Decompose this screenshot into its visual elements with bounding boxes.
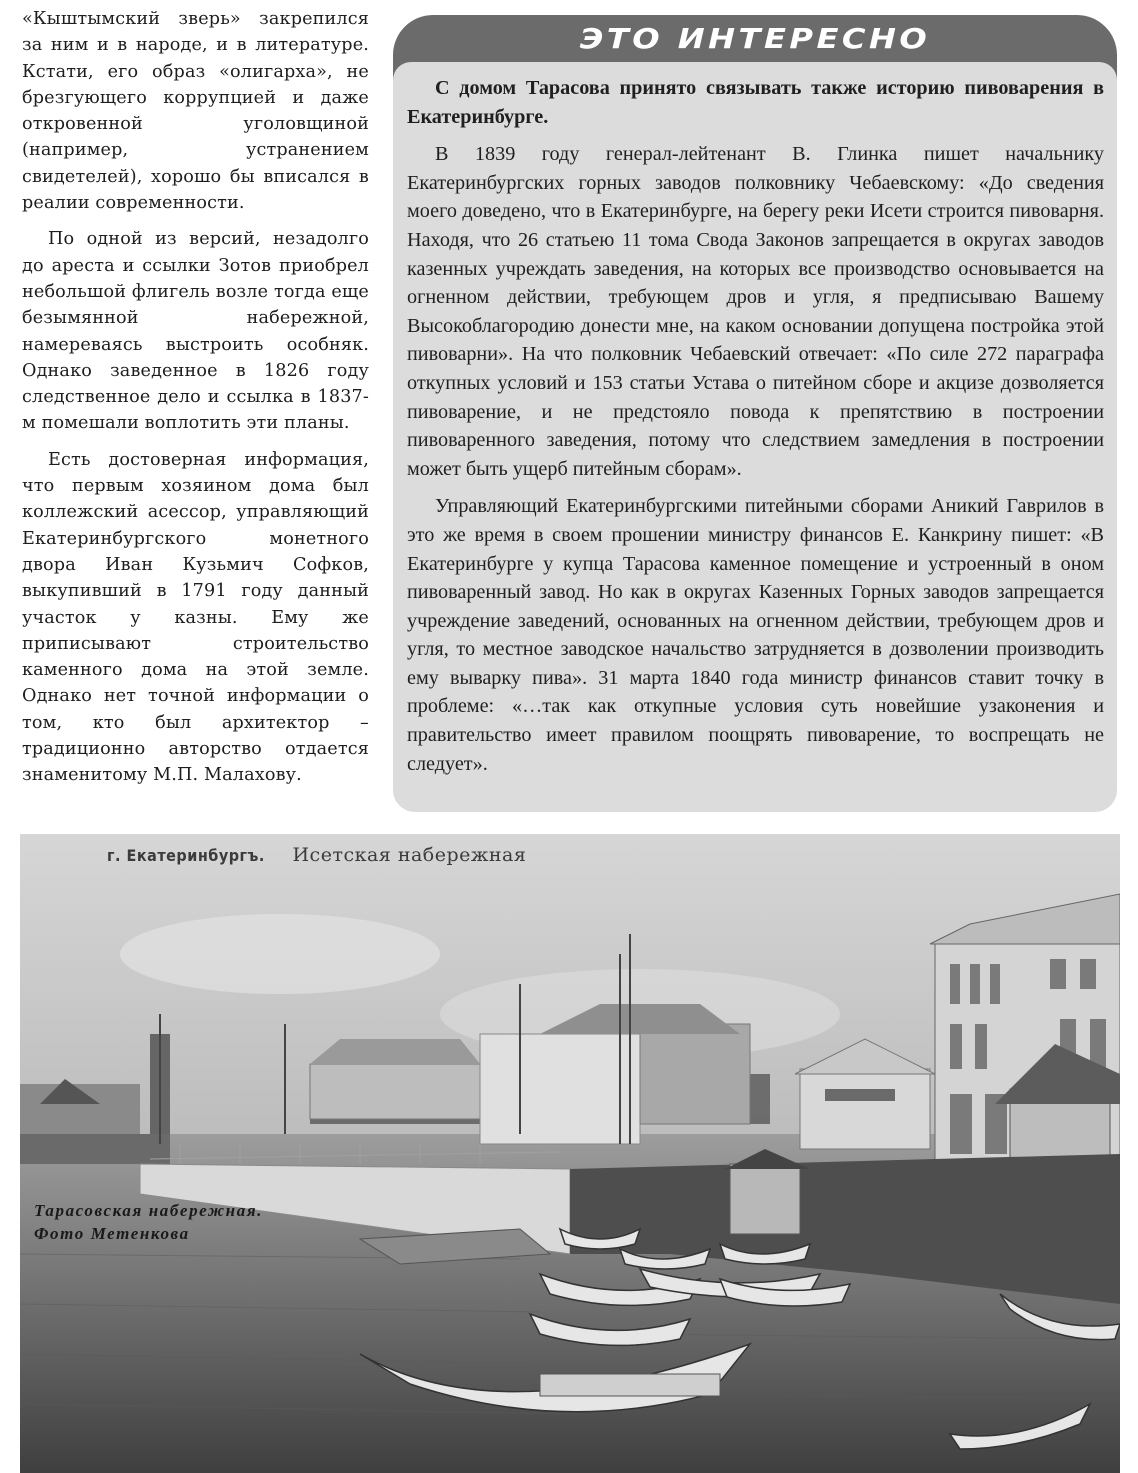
paragraph: По одной из версий, незадолго до ареста и ссылки Зотов приобрел небольшой флигель возле тогда еще безымянной набережной, намереваясь выстроить особняк. Однако заведенное в 1826 году следственное дело и ссылка в 1837-м помешали воплотить эти планы. xyxy=(22,229,369,434)
embankment-photo-illustration xyxy=(20,834,1120,1473)
paragraph: «Кыштымский зверь» закрепился за ним и в народе, и в литературе. Кстати, его образ «олигарха», не брезгующего коррупцией и даже откровенной уголовщиной (например, устранением свидетелей), хорошо бы вписался в реалии современности. xyxy=(22,9,369,214)
article-left-column xyxy=(22,6,369,799)
caption-line: Тарасовская набережная. xyxy=(34,1201,264,1220)
sidebar-paragraph: В 1839 году генерал-лейтенант В. Глинка пишет начальнику Екатеринбургских горных заводов полковнику Чебаевскому: «До сведения моего доведено, что в Екатеринбурге, на берегу реки Исети строится пивоварня. Находя, что 26 статьею 11 тома Свода Законов запрещается в округах заводов казенных учреждать заведения, на которых все производство основывается на огненном действии, требующем дров и угля, я предписываю Вашему Высокоблагородию донести мне, на каком основании допущена постройка этой пивоварни». На что полковник Чебаевский отвечает: «По силе 272 параграфа откупных условий и 153 статьи Устава о питейном сборе и акцизе дозволяется пивоварение, и не предстояло повода к препятствию в построении пивоваренного заведения, потому что следствием замедления в построении может быть ущерб питейным сборам». xyxy=(407,143,1104,480)
historical-photo xyxy=(20,834,1120,1473)
sidebar-title: ЭТО ИНТЕРЕСНО xyxy=(579,22,931,55)
sidebar-body xyxy=(393,62,1117,812)
sidebar-box-interesting xyxy=(393,15,1117,812)
postcard-title xyxy=(107,844,526,866)
sidebar-text xyxy=(407,74,1104,787)
sidebar-lead: С домом Тарасова принято связывать также историю пивоварения в Екатеринбурге. xyxy=(407,77,1104,128)
postcard-place: Исетская набережная xyxy=(292,844,527,866)
postcard-city: г. Екатеринбургъ. xyxy=(107,846,265,865)
sidebar-paragraph: Управляющий Екатеринбургскими питейными сборами Аникий Гаврилов в это же время в своем прошении министру финансов Е. Канкрину пишет: «В Екатеринбурге у купца Тарасова каменное помещение и устроенный в оном пивоваренный завод. Но как в округах Казенных Горных заводов запрещается учреждение заведений, основанных на огненном действии, требующем дров и угля, то местное заводское начальство затрудняется в дозволении производить ему выварку пива». 31 марта 1840 года министр финансов ставит точку в проблеме: «…так как откупные условия суть новейшие узаконения и правительство имеет правилом поощрять пивоварение, то воспрещать не следует». xyxy=(407,495,1104,775)
photo-caption xyxy=(34,1199,263,1245)
caption-credit: Фото Метенкова xyxy=(34,1224,190,1243)
paragraph: Есть достоверная информация, что первым хозяином дома был коллежский асессор, управляющий Екатеринбургского монетного двора Иван Кузьмич Софков, выкупивший в 1791 году данный участок у казны. Ему же приписывают строительство каменного дома на этой земле. Однако нет точной информации о том, кто был архитектор – традиционно авторство отдается знаменитому М.П. Малахову. xyxy=(22,449,369,786)
